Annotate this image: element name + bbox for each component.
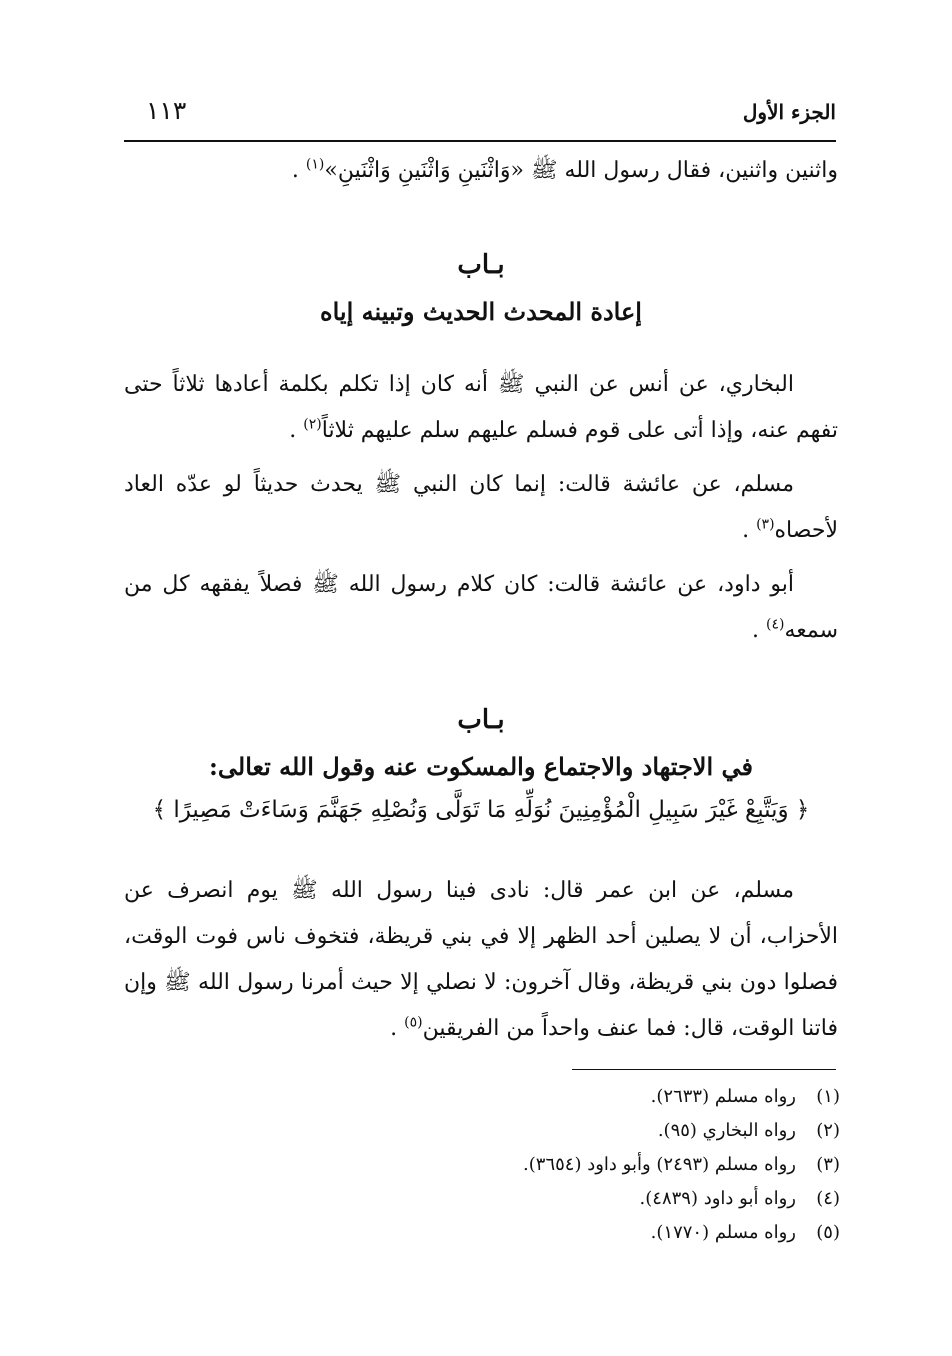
paragraph-text: البخاري، عن أنس عن النبي ﷺ أنه كان إذا تكلم بكلمة أعادها ثلاثاً حتى تفهم عنه، وإذا أتى على قوم فسلم عليهم سلم عليهم ثلاثاً xyxy=(124,372,838,443)
paragraph-text: أبو داود، عن عائشة قالت: كان كلام رسول الله ﷺ فصلاً يفقهه كل من سمعه xyxy=(124,572,838,643)
header-rule xyxy=(124,140,836,142)
footnote-number: (٥) xyxy=(816,1222,840,1243)
paragraph-end: . xyxy=(289,418,304,443)
footnote-number: (٤) xyxy=(816,1188,840,1209)
footnote-text: رواه مسلم (٢٤٩٣) وأبو داود (٣٦٥٤). xyxy=(523,1154,796,1175)
footnote-number: (٣) xyxy=(816,1154,840,1175)
footnote-ref-1: (١) xyxy=(305,156,325,173)
footnote-number: (١) xyxy=(816,1086,840,1107)
footnote-ref-5: (٥) xyxy=(404,1014,423,1031)
footnote-text: رواه البخاري (٩٥). xyxy=(657,1120,796,1141)
section2-paragraph-1 xyxy=(124,868,838,1052)
footnote-ref-4: (٤) xyxy=(765,616,785,633)
paragraph-end: . xyxy=(751,618,766,643)
running-header xyxy=(124,96,836,136)
paragraph-end: . xyxy=(742,518,757,543)
section1-title: إعادة المحدث الحديث وتبينه إياه xyxy=(320,297,642,326)
footnote-text: رواه مسلم (٢٦٣٣). xyxy=(650,1086,796,1107)
section1-bab-heading: بـاب xyxy=(457,250,505,280)
section1-paragraph-2 xyxy=(124,462,838,554)
paragraph-text: مسلم، عن عائشة قالت: إنما كان النبي ﷺ يحدث حديثاً لو عدّه العاد لأحصاه xyxy=(124,472,838,543)
footnotes xyxy=(124,1080,840,1250)
section2-title: في الاجتهاد والاجتماع والمسكوت عنه وقول الله تعالى: xyxy=(209,752,753,781)
opening-paragraph xyxy=(124,148,838,194)
page-number: ١١٣ xyxy=(146,96,187,125)
footnote-ref-2: (٢) xyxy=(303,416,322,433)
footnote-separator xyxy=(572,1069,836,1070)
footnote-item xyxy=(124,1148,840,1182)
footnote-item xyxy=(124,1114,840,1148)
section1-paragraph-3 xyxy=(124,562,838,654)
quran-verse: ﴿ وَيَتَّبِعْ غَيْرَ سَبِيلِ الْمُؤْمِنِينَ نُوَلِّهِ مَا تَوَلَّى وَنُصْلِهِ جَهَنَّمَ وَسَاءَتْ مَصِيرًا ﴾ xyxy=(152,797,810,823)
opening-end: . xyxy=(291,158,306,183)
footnote-text: رواه أبو داود (٤٨٣٩). xyxy=(639,1188,796,1209)
paragraph-end: . xyxy=(390,1016,405,1041)
footnote-ref-3: (٣) xyxy=(756,516,775,533)
footnote-item xyxy=(124,1216,840,1250)
footnote-number: (٢) xyxy=(816,1120,840,1141)
footnote-item xyxy=(124,1182,840,1216)
footnote-item xyxy=(124,1080,840,1114)
section2-bab-heading: بـاب xyxy=(457,705,505,735)
section1-paragraph-1 xyxy=(124,362,838,454)
paragraph-text: مسلم، عن ابن عمر قال: نادى فينا رسول الله ﷺ يوم انصرف عن الأحزاب، أن لا يصلين أحد الظهر إلا في بني قريظة، فتخوف ناس فوت الوقت، فصلوا دون بني قريظة، وقال آخرون: لا نصلي إلا حيث أمرنا رسول الله ﷺ وإن فاتنا الوقت، قال: فما عنف واحداً من الفريقين xyxy=(124,878,838,1041)
running-title: الجزء الأول xyxy=(742,100,836,124)
opening-text: واثنين واثنين، فقال رسول الله ﷺ «وَاثْنَينِ وَاثْنَينِ وَاثْنَينِ» xyxy=(324,158,838,183)
footnote-text: رواه مسلم (١٧٧٠). xyxy=(650,1222,796,1243)
